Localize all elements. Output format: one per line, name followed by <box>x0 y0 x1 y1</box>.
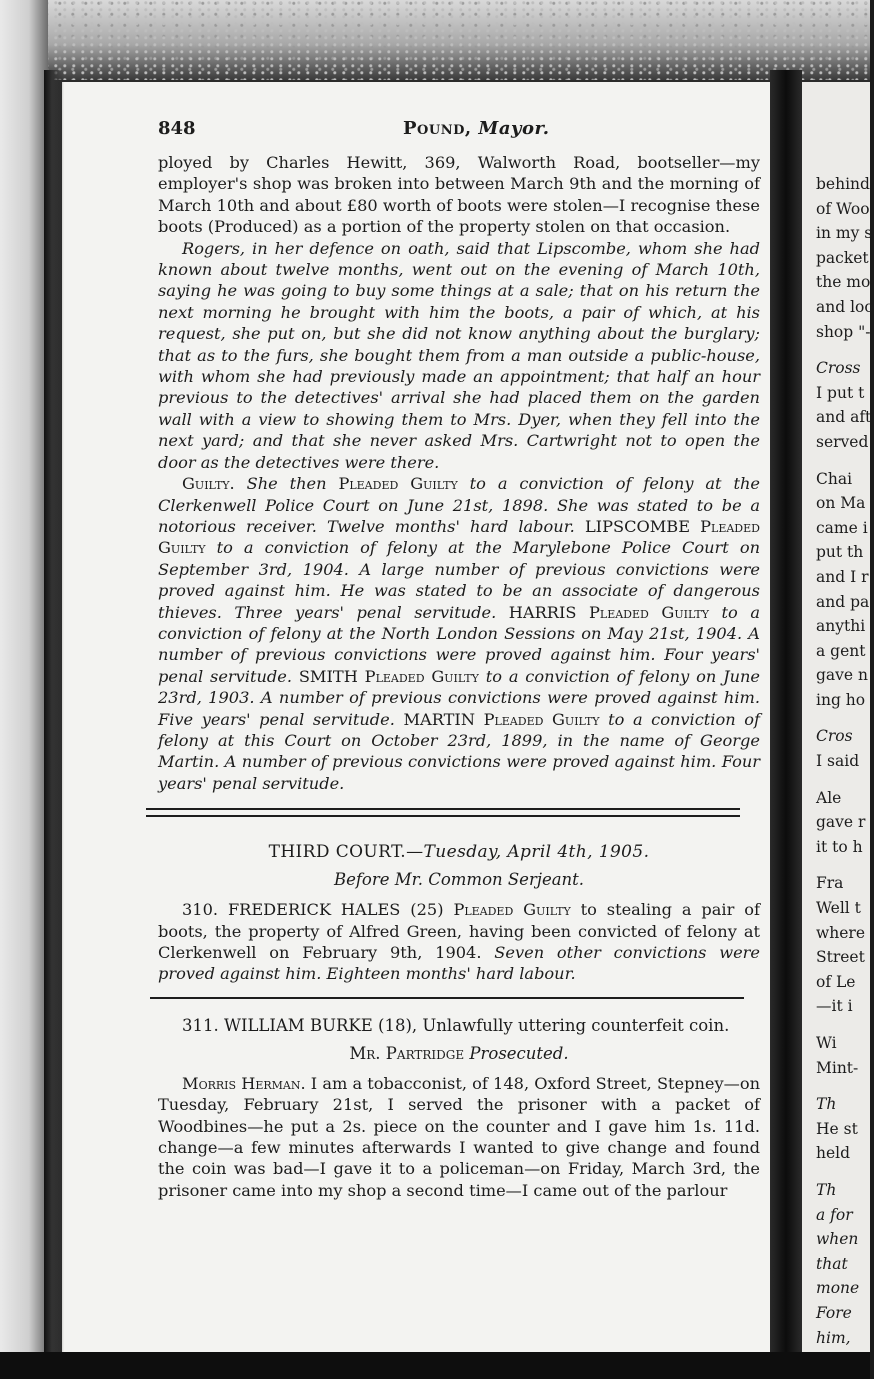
third-court-heading <box>158 841 760 863</box>
witness-statement: I am a tobacconist, of 148, Oxford Street, Stepney—on Tuesday, February 21st, I served the prisoner with a packet of Woodbines—he put a 2s. piece on the counter and I gave him 1s. 11d. change—a few minutes afterwards I wanted to give change and found the coin was bad—I gave it to a policeman—on Friday, March 3rd, the prisoner came into my shop a second time—I came out of the parlour <box>158 1073 760 1200</box>
page-text-block <box>158 118 760 1201</box>
court-date: Tuesday, April 4th, 1905. <box>423 842 650 863</box>
right-page-fragment-line: mone <box>816 1279 860 1298</box>
counsel-role: Prosecuted. <box>469 1043 569 1063</box>
right-page-fragment-line: behind <box>816 175 870 193</box>
testimony-continuation: ployed by Charles Hewitt, 369, Walworth Road, bootseller—my employer's shop was broken into between March 9th and the morning of March 10th and about £80 worth of boots were stolen—I recognise these boots (Produced) as a portion of the property stolen on that occasion. <box>158 153 760 237</box>
case-311-heading: 311. WILLIAM BURKE (18), Unlawfully uttering counterfeit coin. <box>182 1015 730 1035</box>
section-rule <box>150 997 744 999</box>
running-head <box>158 118 760 146</box>
right-page-fragment-line: and I r <box>816 567 869 586</box>
right-page-fragment-line: it to h <box>816 837 863 856</box>
right-page-fragment-line: ing ho <box>816 690 866 709</box>
right-page-fragment-line: Chai <box>816 469 853 488</box>
right-page-fragment-line: gave r <box>816 813 866 832</box>
right-page-fragment-line: of Le <box>816 972 856 991</box>
right-page-fragment-line: Cross <box>816 359 861 378</box>
right-page-fragment-line: and aft <box>816 408 872 427</box>
verdict-label: Guilty. <box>182 474 235 494</box>
section-double-rule <box>146 808 740 817</box>
book-gutter <box>770 70 802 1370</box>
right-page-fragment-line: Street <box>816 948 865 967</box>
right-page-fragment-line: put th <box>816 543 864 562</box>
spine-shadow <box>44 70 64 1360</box>
right-page-fragment-line: the mo <box>816 273 871 292</box>
running-title-office: Mayor. <box>478 118 550 139</box>
right-page-fragment-line: a for <box>816 1205 853 1224</box>
right-page-fragment-line: Th <box>816 1180 837 1199</box>
right-page-fragment-line: anythi <box>816 617 866 636</box>
scan-top-margin <box>0 0 870 80</box>
counsel-name: Mr. Partridge <box>349 1043 465 1063</box>
right-page-fragment-line: when <box>816 1230 859 1249</box>
plea-rogers: Pleaded Guilty <box>338 474 458 494</box>
case-310-sentence: Seven other convictions were proved against him. Eighteen months' hard labour. <box>158 943 760 984</box>
case-311-counsel <box>158 1043 760 1065</box>
witness-name: Morris Herman. <box>182 1073 306 1093</box>
right-page-fragment-line: him, <box>816 1328 851 1347</box>
right-page-fragment-line: and loo <box>816 297 874 316</box>
right-page-fragment-line: of Woo <box>816 199 870 218</box>
defendant-lipscombe: LIPSCOMBE <box>584 516 691 536</box>
martin-conviction: to a conviction of felony at this Court on October 23rd, 1899, in the name of George Martin. A number of previous convictions were proved against him. Four years' penal servitude. <box>158 709 760 793</box>
right-page-fragment-line: I put t <box>816 383 865 402</box>
case-310-plea: Pleaded Guilty <box>453 900 571 920</box>
right-page-fragment-line: —it i <box>816 997 853 1016</box>
right-page-fragment-line: in my s <box>816 224 873 243</box>
case-310-lead: 310. FREDERICK HALES (25) <box>182 900 444 920</box>
defence-paragraph: Rogers, in her defence on oath, said that Lipscombe, whom she had known about twelve months, went out on the evening of March 10th, saying he was going to buy some things at a sale; that on his return the next morning he brought with him the boots, a pair of which, at his request, she put on, but she did not know anything about the burglary; that as to the furs, she bought them from a man outside a public-house, with whom she had previously made an appointment; that half an hour previous to the detectives' arrival she had placed them on the garden wall with a view to showing them to Mrs. Dyer, when they fell into the next yard; and that she never asked Mrs. Cartwright not to open the door as the detectives were there. <box>158 238 760 472</box>
lipscombe-conviction: to a conviction of felony at the Marylebone Police Court on September 3rd, 1904. A large number of previous convictions were proved against him. He was stated to be an associate of dangerous thieves. Three years' penal servitude. <box>158 538 760 622</box>
right-page-fragment-line: gave n <box>816 666 869 685</box>
right-page-fragment-line: where <box>816 923 866 942</box>
right-page-fragment-line: packet <box>816 248 869 267</box>
plea-harris: Pleaded Guilty <box>589 602 709 622</box>
right-page-fragment-line: Th <box>816 1095 837 1114</box>
right-page-fragment-line: Fore <box>816 1303 852 1322</box>
right-page-fragment <box>802 82 874 1352</box>
right-page-fragment-line: Cros <box>816 727 853 746</box>
scan-bottom-edge <box>0 1352 870 1379</box>
case-310-charge: to stealing a pair of boots, the property of Alfred Green, having been convicted of felony at Clerkenwell on February 9th, 1904. <box>158 900 760 962</box>
scan-left-edge <box>0 0 48 1379</box>
running-title-name: Pound <box>403 118 465 139</box>
defendant-smith: SMITH <box>298 666 358 686</box>
case-310 <box>158 899 760 985</box>
witness-testimony <box>158 1073 760 1201</box>
right-page-fragment-line: Mint- <box>816 1058 859 1077</box>
verdict-paragraph <box>158 473 760 794</box>
right-page-fragment-line: Wi <box>816 1034 837 1052</box>
right-page-fragment-line: I said <box>816 752 860 771</box>
right-page-fragment-line: a gent <box>816 641 866 660</box>
page-number: 848 <box>158 118 196 139</box>
right-page-fragment-line: He st <box>816 1119 858 1138</box>
defendant-martin: MARTIN <box>403 709 475 729</box>
right-page-fragment-line: that <box>816 1254 848 1273</box>
court-name: THIRD COURT.— <box>268 842 424 863</box>
defendant-harris: HARRIS <box>508 602 577 622</box>
running-title: Pound, Mayor. <box>403 118 550 139</box>
smith-conviction: to a conviction of felony on June 23rd, 1903. A number of previous convictions were proved against him. Five years' penal servitude. <box>158 666 761 729</box>
rogers-plea-lead: She then <box>246 474 327 494</box>
right-page-fragment-line: on Ma <box>816 494 866 513</box>
right-page-fragment-line: shop "- <box>816 322 871 341</box>
court-judge: Before Mr. Common Serjeant. <box>333 870 585 890</box>
harris-conviction: to a conviction of felony at the North London Sessions on May 21st, 1904. A number of previous convictions were proved against him. Four years' penal servitude. <box>158 602 760 686</box>
right-page-fragment-line: Ale <box>816 788 842 807</box>
right-page-fragment-line: and pa <box>816 592 870 611</box>
plea-lipscombe: Pleaded Guilty <box>158 516 760 558</box>
plea-martin: Pleaded Guilty <box>483 709 600 729</box>
right-page-fragment-line: Fra <box>816 874 844 893</box>
left-page <box>62 82 770 1352</box>
right-page-fragment-line: came i <box>816 518 868 537</box>
rogers-conviction: to a conviction of felony at the Clerkenwell Police Court on June 21st, 1898. She was stated to be a notorious receiver. Twelve months' hard labour. <box>158 474 760 536</box>
right-page-fragment-line: served <box>816 432 869 451</box>
right-page-line-fragments <box>816 172 874 1375</box>
right-page-fragment-line: Well t <box>816 899 861 918</box>
plea-smith: Pleaded Guilty <box>364 666 479 686</box>
right-page-fragment-line: held <box>816 1144 851 1163</box>
